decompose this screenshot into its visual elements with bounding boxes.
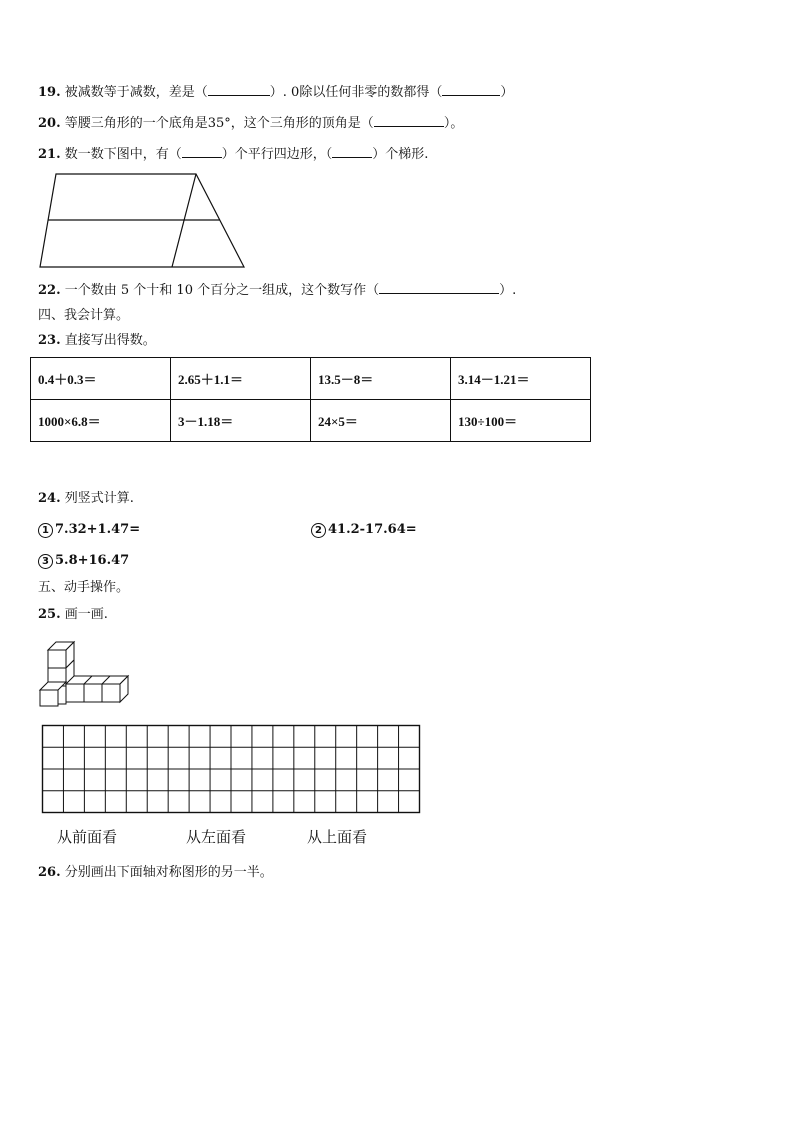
question-number: 20. xyxy=(38,116,61,131)
circled-number-1-icon: 1 xyxy=(38,523,53,538)
question-number: 26. xyxy=(38,865,61,880)
table-cell[interactable]: 13.5－8＝ xyxy=(311,358,451,400)
question-20 xyxy=(38,115,463,132)
expression: 41.2-17.64= xyxy=(328,522,417,537)
question-text: 一个数由 5 个十和 10 个百分之一组成，这个数写作（ xyxy=(64,283,380,298)
question-text: 被减数等于减数，差是（ xyxy=(64,85,208,100)
answer-blank[interactable] xyxy=(182,146,222,158)
answer-blank[interactable] xyxy=(379,282,499,294)
table-cell[interactable]: 130÷100＝ xyxy=(451,400,591,442)
view-label-top: 从上面看 xyxy=(307,828,368,846)
question-text: ）个梯形. xyxy=(372,147,429,162)
question-text: ）个平行四边形，（ xyxy=(221,147,333,162)
question-19 xyxy=(38,84,513,101)
question-number: 25. xyxy=(38,607,61,622)
question-text: ）. xyxy=(499,283,517,298)
table-row xyxy=(31,400,591,442)
circled-number-3-icon: 3 xyxy=(38,554,53,569)
answer-blank[interactable] xyxy=(332,146,372,158)
trapezoid-figure xyxy=(38,170,248,270)
drawing-grid[interactable] xyxy=(42,725,420,813)
question-text: 列竖式计算. xyxy=(64,491,134,506)
cube-stack-figure xyxy=(40,638,140,708)
answer-blank[interactable] xyxy=(208,84,270,96)
table-cell[interactable]: 2.65＋1.1＝ xyxy=(171,358,311,400)
question-26 xyxy=(38,865,273,881)
question-text: 分别画出下面轴对称图形的另一半。 xyxy=(64,865,273,880)
question-number: 19. xyxy=(38,85,61,100)
view-label-front: 从前面看 xyxy=(57,828,118,846)
table-cell[interactable]: 1000×6.8＝ xyxy=(31,400,171,442)
question-text: 等腰三角形的一个底角是35°，这个三角形的顶角是（ xyxy=(64,116,374,131)
table-cell[interactable]: 3.14－1.21＝ xyxy=(451,358,591,400)
question-number: 21. xyxy=(38,147,61,162)
question-text: 直接写出得数。 xyxy=(64,333,156,348)
table-row xyxy=(31,358,591,400)
question-22 xyxy=(38,282,516,299)
expression: 7.32+1.47= xyxy=(55,522,141,537)
view-label-left: 从左面看 xyxy=(186,828,247,846)
table-cell[interactable]: 0.4＋0.3＝ xyxy=(31,358,171,400)
question-21 xyxy=(38,146,428,163)
question-number: 22. xyxy=(38,283,61,298)
vertical-calc-item-2 xyxy=(311,522,417,538)
question-text: ）。 xyxy=(443,116,464,131)
answer-blank[interactable] xyxy=(374,115,444,127)
calculation-table xyxy=(30,357,591,442)
section-4-heading: 四、我会计算。 xyxy=(38,308,130,323)
expression: 5.8+16.47 xyxy=(55,553,130,568)
question-text: 画一画. xyxy=(64,607,108,622)
answer-blank[interactable] xyxy=(442,84,500,96)
section-5-heading: 五、动手操作。 xyxy=(38,580,130,595)
question-23 xyxy=(38,333,156,349)
circled-number-2-icon: 2 xyxy=(311,523,326,538)
table-cell[interactable]: 24×5＝ xyxy=(311,400,451,442)
vertical-calc-item-1 xyxy=(38,522,140,538)
question-number: 24. xyxy=(38,491,61,506)
question-text: ）. 0除以任何非零的数都得（ xyxy=(269,85,443,100)
question-25 xyxy=(38,607,108,623)
question-text: 数一数下图中，有（ xyxy=(64,147,182,162)
question-number: 23. xyxy=(38,333,61,348)
question-24 xyxy=(38,491,134,507)
table-cell[interactable]: 3－1.18＝ xyxy=(171,400,311,442)
question-text: ） xyxy=(500,85,514,100)
vertical-calc-item-3 xyxy=(38,553,129,569)
